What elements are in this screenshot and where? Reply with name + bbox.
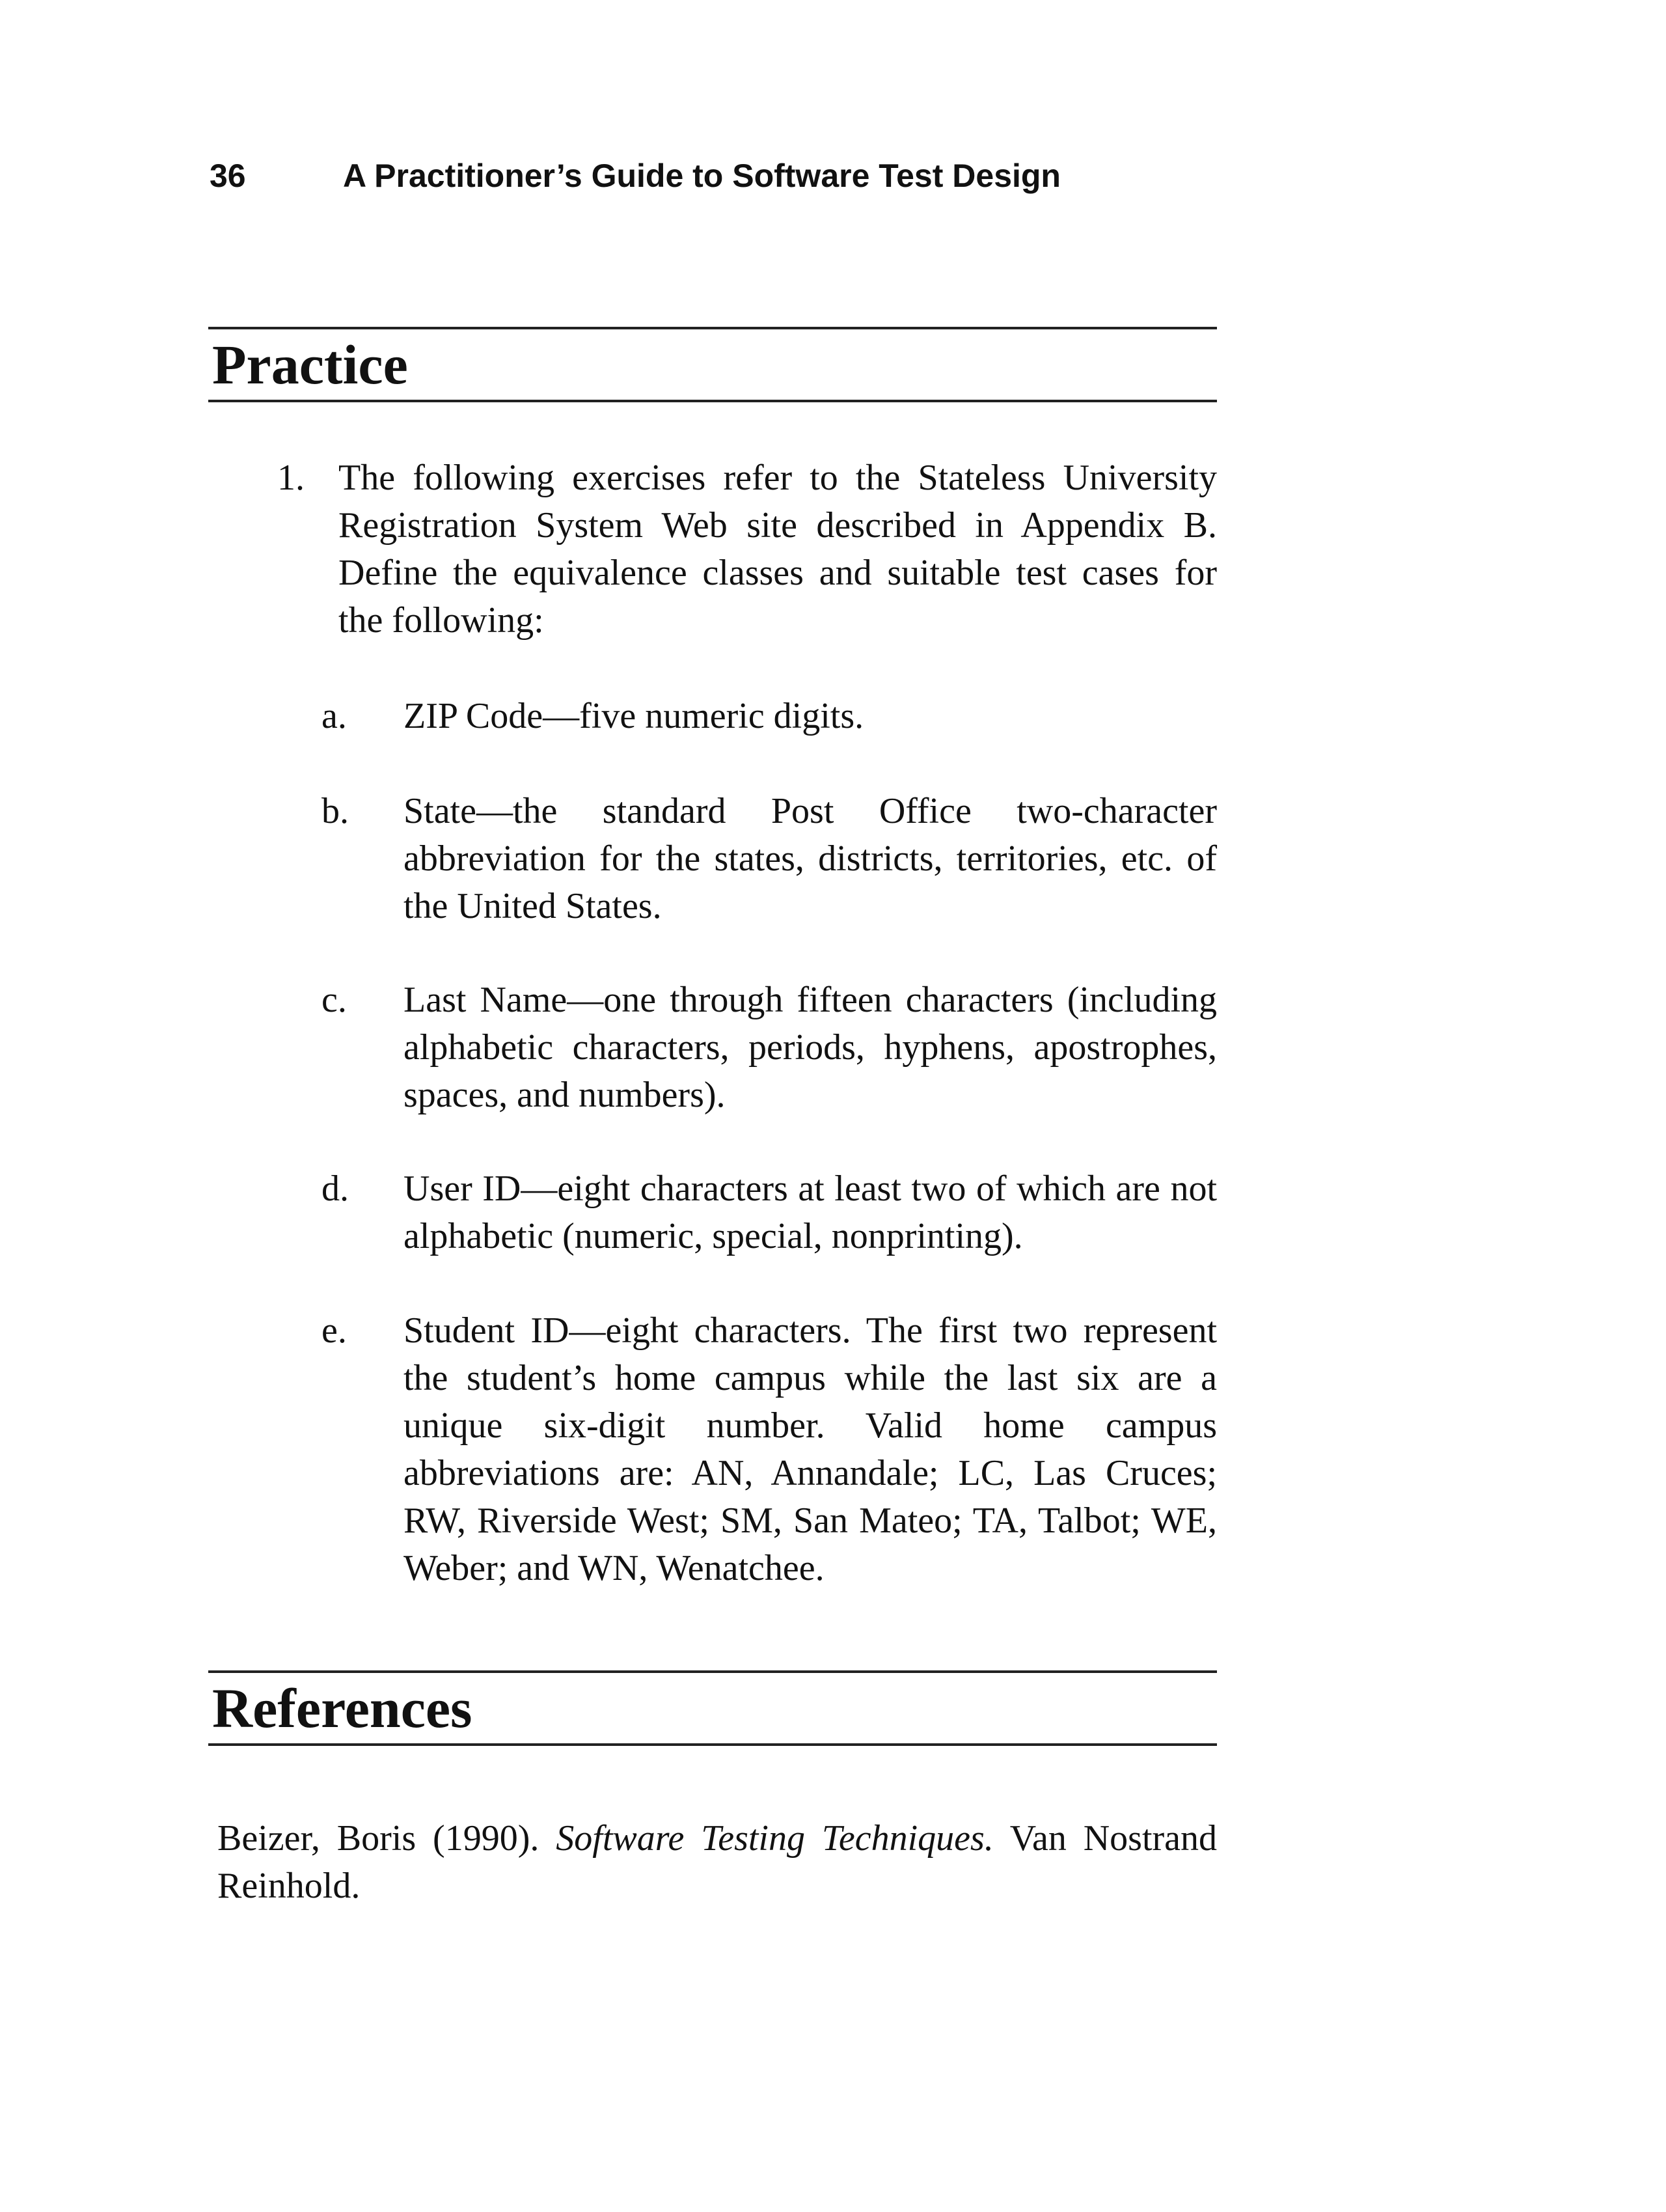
item-text: Last Name—one through fifteen characters (including alphabetic characters, periods, hyphens, apostrophes, spaces, and numbers).	[403, 980, 1217, 1115]
exercise-text: The following exercises refer to the Stateless University Registration System Web site described in Appendix B. Define the equivalence classes and suitable test cases for the following:	[338, 458, 1217, 641]
item-text: ZIP Code—five numeric digits.	[403, 696, 864, 736]
item-text: State—the standard Post Office two-character abbreviation for the states, districts, territories, etc. of the United States.	[403, 791, 1217, 926]
references-top-rule	[208, 1670, 1217, 1673]
reference-entry	[217, 1815, 1217, 1910]
practice-bottom-rule	[208, 400, 1217, 402]
practice-top-rule	[208, 327, 1217, 329]
exercise-item-c	[321, 976, 1217, 1119]
reference-title: Software Testing Techniques.	[556, 1818, 994, 1859]
exercise-item-a	[321, 693, 1217, 740]
item-letter: e.	[321, 1310, 347, 1351]
book-title: A Practitioner’s Guide to Software Test Design	[343, 158, 1061, 194]
reference-publisher: Van Nostrand Reinhold.	[217, 1818, 1218, 1906]
exercise-item-e	[321, 1307, 1217, 1592]
reference-author-year: Beizer, Boris (1990).	[217, 1818, 556, 1859]
item-letter: b.	[321, 791, 349, 831]
exercise-item-d	[321, 1165, 1217, 1260]
exercise-item-b	[321, 788, 1217, 930]
item-letter: a.	[321, 696, 347, 736]
exercise-number: 1.	[277, 458, 305, 498]
item-letter: c.	[321, 980, 347, 1020]
practice-heading: Practice	[212, 333, 408, 396]
item-text: User ID—eight characters at least two of which are not alphabetic (numeric, special, nonprinting).	[403, 1168, 1217, 1256]
references-bottom-rule	[208, 1743, 1217, 1746]
exercise-1	[277, 454, 1217, 644]
item-letter: d.	[321, 1168, 349, 1209]
item-text: Student ID—eight characters. The first two represent the student’s home campus while the last six are a unique six-digit number. Valid home campus abbreviations are: AN, Annandale; LC, Las Cruces; RW, Riverside West; SM, San Mateo; TA, Talbot; WE, Weber; and WN, Wenatchee.	[403, 1310, 1217, 1588]
references-heading: References	[212, 1677, 472, 1739]
running-header	[210, 156, 1061, 195]
page-number: 36	[210, 158, 246, 194]
